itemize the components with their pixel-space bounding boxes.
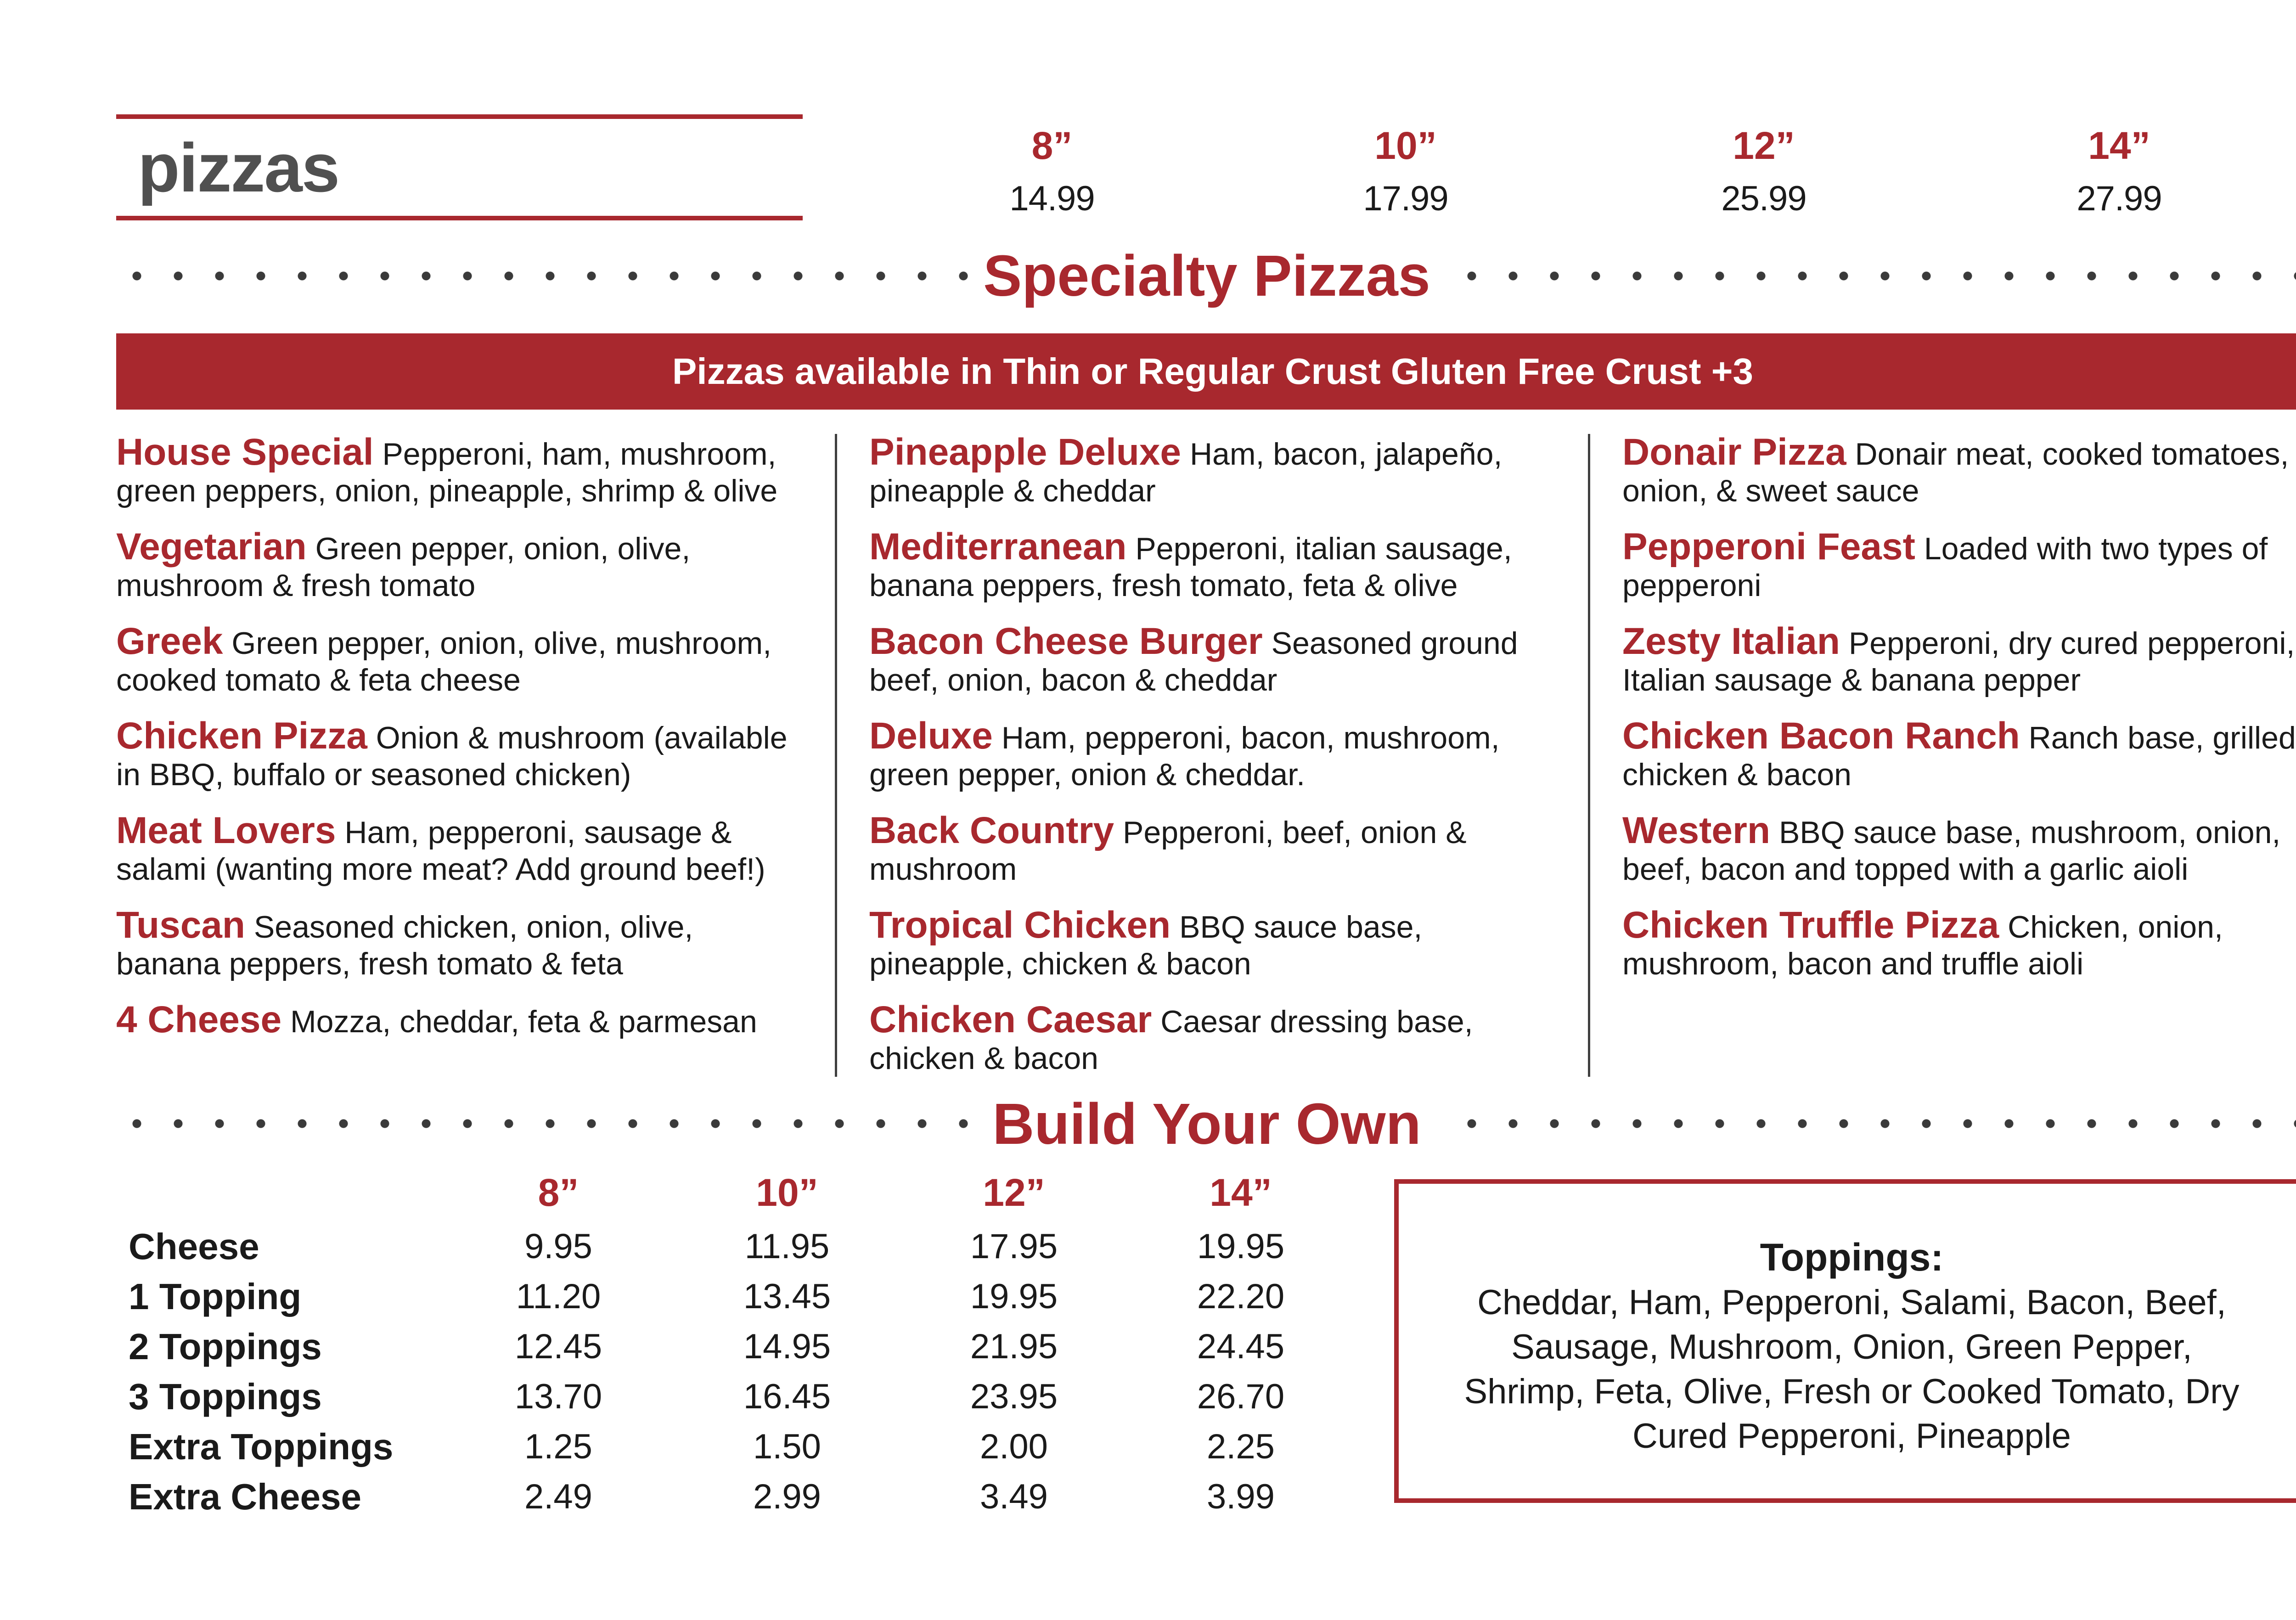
item-description: BBQ sauce base, mushroom, onion, beef, bacon and topped with a garlic aioli [1622, 815, 2281, 887]
size-label: 8” [1031, 124, 1073, 167]
item-name: House Special [116, 431, 374, 473]
item-name: Bacon Cheese Burger [869, 620, 1263, 662]
item-name: 4 Cheese [116, 999, 282, 1041]
price-cell: 17.95 [970, 1227, 1058, 1266]
price-cell: 21.95 [970, 1327, 1058, 1366]
item-description: Onion & mushroom (available in BBQ, buffalo or seasoned chicken) [116, 720, 788, 792]
menu-item [116, 620, 800, 698]
menu-item [116, 526, 800, 604]
menu-item [869, 431, 1553, 509]
item-description: Ham, pepperoni, sausage & salami (wanting more meat? Add ground beef!) [116, 815, 765, 887]
page-title: pizzas [138, 129, 339, 206]
item-description: Green pepper, onion, olive, mushroom, cooked tomato & feta cheese [116, 626, 771, 698]
price-cell: 9.95 [524, 1227, 592, 1266]
header-size-14 [2004, 126, 2234, 216]
menu-item [1622, 620, 2296, 698]
size-label: 12” [1733, 124, 1795, 167]
item-description: Ham, pepperoni, bacon, mushroom, green pepper, onion & cheddar. [869, 720, 1500, 792]
menu-item [869, 620, 1553, 698]
toppings-list: Cheddar, Ham, Pepperoni, Salami, Bacon, Beef, Sausage, Mushroom, Onion, Green Pepper, Shrimp, Feta, Olive, Fresh or Cooked Tomato, Dry Cured Pepperoni, Pineapple [1464, 1283, 2240, 1456]
size-label: 10” [1374, 124, 1437, 167]
item-description: Seasoned chicken, onion, olive, banana peppers, fresh tomato & feta [116, 910, 693, 981]
row-label: Extra Toppings [129, 1426, 394, 1467]
size-label: 14” [2088, 124, 2150, 167]
item-description: Mozza, cheddar, feta & parmesan [290, 1004, 757, 1039]
item-name: Chicken Caesar [869, 999, 1152, 1041]
item-name: Deluxe [869, 715, 993, 757]
item-name: Western [1622, 810, 1771, 851]
table-row [0, 1422, 1378, 1472]
price-cell: 1.50 [753, 1427, 821, 1466]
specialty-column-2 [869, 431, 1553, 1096]
row-label: Cheese [129, 1226, 259, 1267]
item-description: Pepperoni, beef, onion & mushroom [869, 815, 1467, 887]
header-size-8 [937, 126, 1167, 216]
menu-item [1622, 431, 2296, 509]
menu-item [869, 526, 1553, 604]
menu-item [116, 1001, 800, 1040]
menu-item [116, 431, 800, 509]
item-name: Zesty Italian [1622, 620, 1840, 662]
price-cell: 11.20 [516, 1277, 601, 1316]
byo-size-14: 14” [1210, 1171, 1272, 1214]
crust-banner: Pizzas available in Thin or Regular Crust Gluten Free Crust +3 [116, 333, 2296, 410]
item-name: Chicken Pizza [116, 715, 367, 757]
price-cell: 12.45 [514, 1327, 602, 1366]
menu-item [869, 904, 1553, 982]
item-name: Pepperoni Feast [1622, 526, 1915, 568]
header-size-10 [1291, 126, 1520, 216]
header-size-12 [1649, 126, 1879, 216]
price-cell: 24.45 [1197, 1327, 1285, 1366]
row-label: 1 Topping [129, 1276, 302, 1317]
price-cell: 11.95 [744, 1227, 830, 1266]
item-name: Chicken Bacon Ranch [1622, 715, 2020, 757]
row-label: Extra Cheese [129, 1476, 361, 1517]
price-cell: 13.45 [743, 1277, 831, 1316]
item-description: Pepperoni, ham, mushroom, green peppers, onion, pineapple, shrimp & olive [116, 437, 778, 508]
price-cell: 3.99 [1207, 1477, 1275, 1516]
header-bottom-rule [116, 216, 803, 220]
column-divider [835, 434, 837, 1077]
column-divider [1588, 434, 1590, 1077]
price-cell: 19.95 [1197, 1227, 1285, 1266]
price-cell: 14.95 [743, 1327, 831, 1366]
table-row [0, 1322, 1378, 1372]
header-top-rule [116, 114, 803, 119]
price-cell: 26.70 [1197, 1377, 1285, 1416]
price-cell: 22.20 [1197, 1277, 1285, 1316]
table-row [0, 1472, 1378, 1522]
menu-item [1622, 812, 2296, 888]
item-description: Donair meat, cooked tomatoes, onion, & sweet sauce [1622, 437, 2289, 508]
item-name: Vegetarian [116, 526, 307, 568]
item-description: Green pepper, onion, olive, mushroom & fresh tomato [116, 531, 691, 603]
item-name: Donair Pizza [1622, 431, 1846, 473]
price-cell: 13.70 [514, 1377, 602, 1416]
menu-item [869, 1001, 1553, 1077]
price-cell: 16.45 [743, 1377, 831, 1416]
item-name: Pineapple Deluxe [869, 431, 1182, 473]
price-cell: 1.25 [524, 1427, 592, 1466]
price-cell: 2.49 [524, 1477, 592, 1516]
menu-item [1622, 526, 2296, 604]
price-cell: 2.99 [753, 1477, 821, 1516]
specialty-column-1 [116, 431, 800, 1059]
menu-item [116, 904, 800, 982]
menu-item [116, 715, 800, 793]
menu-item [869, 812, 1553, 888]
size-price: 14.99 [1009, 179, 1095, 218]
item-description: Loaded with two types of pepperoni [1622, 531, 2268, 603]
price-cell: 2.00 [980, 1427, 1048, 1466]
toppings-title: Toppings: [1760, 1236, 1944, 1279]
size-price: 27.99 [2077, 179, 2162, 218]
price-cell: 23.95 [970, 1377, 1058, 1416]
item-description: Ranch base, grilled chicken & bacon [1622, 720, 2296, 792]
item-description: BBQ sauce base, pineapple, chicken & bacon [869, 910, 1423, 981]
byo-size-12: 12” [983, 1171, 1045, 1214]
item-name: Chicken Truffle Pizza [1622, 904, 1999, 946]
price-cell: 2.25 [1207, 1427, 1275, 1466]
menu-item [116, 812, 800, 888]
item-name: Greek [116, 620, 223, 662]
price-cell: 3.49 [980, 1477, 1048, 1516]
menu-item [1622, 715, 2296, 793]
byo-size-10: 10” [756, 1171, 818, 1214]
row-label: 3 Toppings [129, 1376, 322, 1417]
price-cell: 19.95 [970, 1277, 1058, 1316]
item-description: Seasoned ground beef, onion, bacon & cheddar [869, 626, 1518, 698]
menu-item [869, 715, 1553, 793]
specialty-column-3 [1622, 431, 2296, 1001]
item-description: Pepperoni, italian sausage, banana peppers, fresh tomato, feta & olive [869, 531, 1512, 603]
toppings-box [1394, 1179, 2296, 1503]
table-row [0, 1271, 1378, 1322]
item-name: Meat Lovers [116, 810, 336, 851]
item-description: Chicken, onion, mushroom, bacon and truffle aioli [1622, 910, 2223, 981]
table-row [0, 1221, 1378, 1271]
row-label: 2 Toppings [129, 1326, 322, 1367]
item-name: Mediterranean [869, 526, 1127, 568]
table-row [0, 1372, 1378, 1422]
section-title-build-your-own: Build Your Own [992, 1091, 1421, 1156]
item-name: Tuscan [116, 904, 245, 946]
size-price: 25.99 [1721, 179, 1806, 218]
item-name: Back Country [869, 810, 1114, 851]
item-name: Tropical Chicken [869, 904, 1171, 946]
byo-size-8: 8” [538, 1171, 579, 1214]
size-price: 17.99 [1363, 179, 1448, 218]
item-description: Pepperoni, dry cured pepperoni, Italian sausage & banana pepper [1622, 626, 2295, 698]
menu-item [1622, 904, 2296, 982]
section-title-specialty: Specialty Pizzas [983, 243, 1430, 308]
item-description: Ham, bacon, jalapeño, pineapple & cheddar [869, 437, 1503, 508]
item-description: Caesar dressing base, chicken & bacon [869, 1004, 1473, 1076]
